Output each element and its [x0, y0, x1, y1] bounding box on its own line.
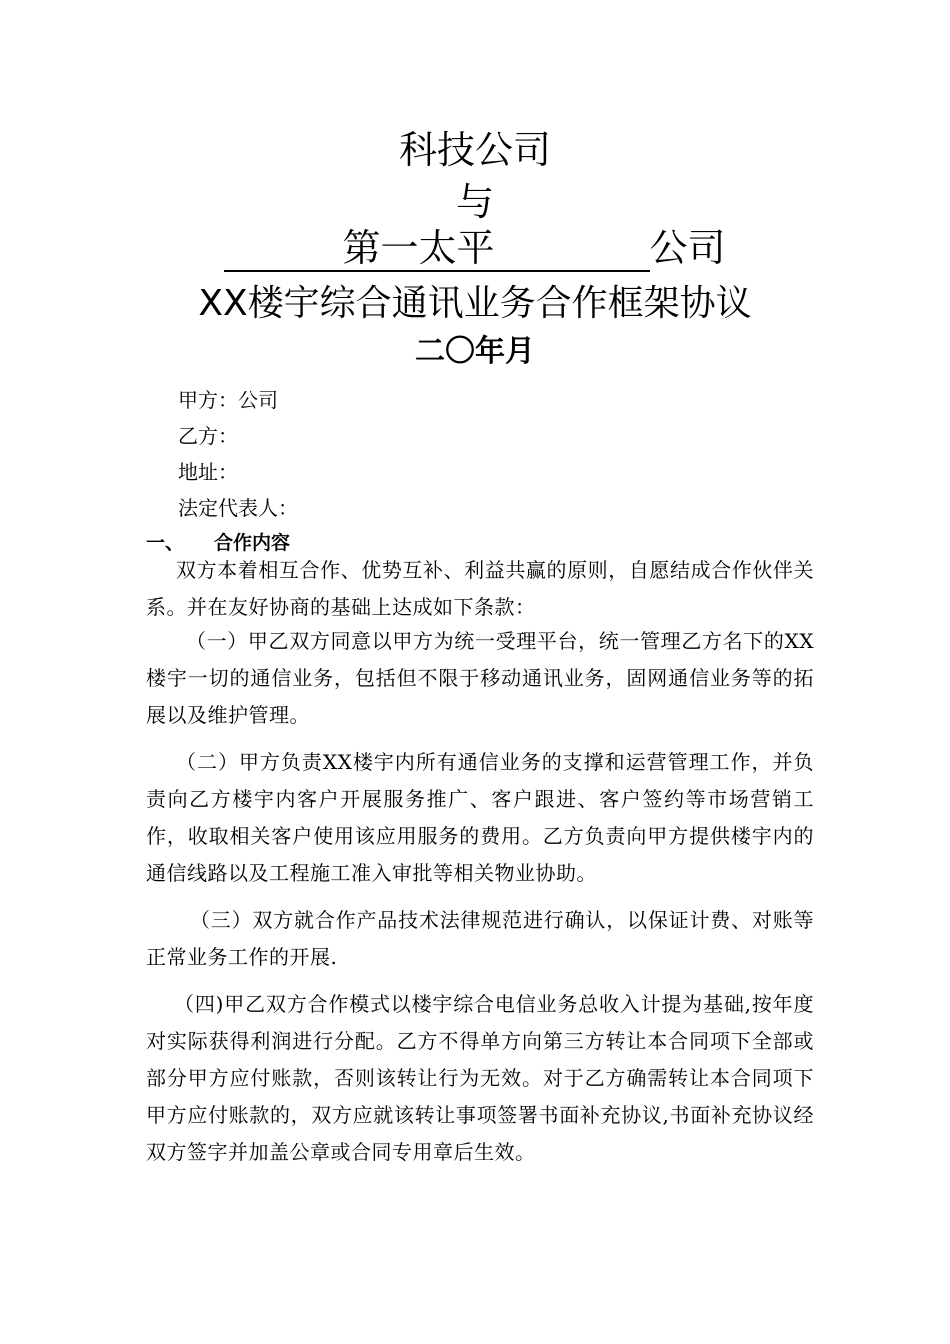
- company-b-suffix: 公司: [649, 226, 726, 270]
- intro-paragraph: 双方本着相互合作、优势互补、利益共赢的原则，自愿结成合作伙伴关系。并在友好协商的基础上达成如下条款：: [146, 558, 814, 619]
- address-line: 地址：: [178, 460, 238, 484]
- clause-1: （一）甲乙双方同意以甲方为统一受理平台，统一管理乙方名下的XX楼宇一切的通信业务，包括但不限于移动通讯业务，固网通信业务等的拓展以及维护管理。: [146, 629, 814, 727]
- section-number: 一、: [146, 532, 185, 554]
- clause-4: （四)甲乙双方合作模式以楼宇综合电信业务总收入计提为基础,按年度对实际获得利润进行分配。乙方不得单方向第三方转让本合同项下全部或部分甲方应付账款，否则该转让行为无效。对于乙方确需转让本合同项下甲方应付账款的，双方应就该转让事项签署书面补充协议,书面补充协议经双方签字并加盖公章或合同专用章后生效。: [146, 992, 814, 1164]
- blank-underline-left: [224, 226, 342, 272]
- company-b-name: 第一太平: [342, 226, 495, 270]
- clause-2: （二）甲方负责XX楼宇内所有通信业务的支撑和运营管理工作，并负责向乙方楼宇内客户开展服务推广、客户跟进、客户签约等市场营销工作，收取相关客户使用该应用服务的费用。乙方负责向甲方提供楼宇内的通信线路以及工程施工准入审批等相关物业协助。: [146, 750, 814, 885]
- title-company-a: 科技公司: [398, 128, 551, 172]
- title-company-b: [0, 226, 950, 274]
- party-a-line: 甲方：公司: [178, 388, 278, 412]
- agreement-date: 二〇年月: [415, 334, 535, 369]
- agreement-title: XX楼宇综合通讯业务合作框架协议: [198, 283, 752, 324]
- clause-3: （三）双方就合作产品技术法律规范进行确认，以保证计费、对账等正常业务工作的开展.: [146, 908, 814, 969]
- section-title: 合作内容: [214, 532, 291, 554]
- title-conjunction: 与: [455, 180, 494, 224]
- party-b-line: 乙方：: [178, 424, 238, 448]
- legal-rep-line: 法定代表人：: [178, 496, 298, 520]
- blank-underline-right: [495, 226, 650, 272]
